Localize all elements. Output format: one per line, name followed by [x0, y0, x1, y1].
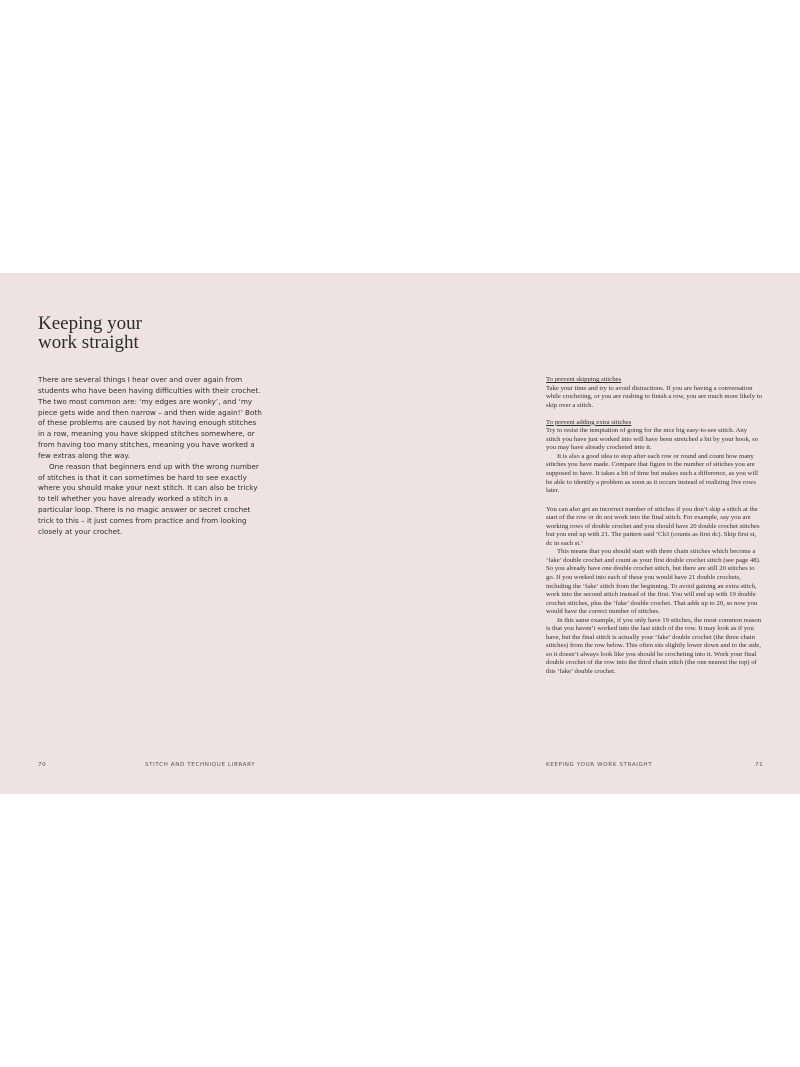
intro-text: [38, 375, 262, 538]
section-heading-skipping: To prevent skipping stitches: [546, 376, 622, 383]
body-paragraph-fake-stitch: This means that you should start with three chain stitches which become a ‘fake’ double crochet and count as your first double crochet stitch (see page 48). So you already have one double crochet stitch, but there are still 20 stitches to go. If you worked into each of these you would have 21 double crochets, including the ‘fake’ stitch from the beginning. To avoid gaining an extra stitch, work into the second stitch instead of the first. You will end up with 19 double crochet stitches, plus the ‘fake’ double crochet. That adds up to 20, so now you would have the correct number of stitches.: [546, 548, 761, 616]
title-line-1: Keeping your: [38, 313, 142, 334]
body-paragraph-incorrect-count: You can also get an incorrect number of stitches if you don’t skip a stitch at the start of the row or do not work into the final stitch. For example, say you are working rows of double crochet and you should have 20 double crochet stitches but you end up with 21. The pattern said ‘Ch3 (counts as first dc). Skip first st, dc in each st.’: [546, 505, 760, 547]
body-paragraph-19-stitches: In this same example, if you only have 19 stitches, the most common reason is that you haven’t worked into the last stitch of the row. It may look as if you have, but the final stitch is actually your ‘fake’ double crochet (the three chain stitches) from the row below. This often sits slightly lower down and to the side, so it doesn’t always look like you should be crocheting into it. Work your final double crochet of the row into the third chain stitch (the one nearest the top) of this ‘fake’ double crochet.: [546, 616, 762, 675]
section-text-skipping: Take your time and try to avoid distractions. If you are having a conversation while crocheting, or you are rushing to finish a row, you are much more likely to skip over a stitch.: [546, 384, 762, 409]
section-text-adding-1: Try to resist the temptation of going for the nice big easy-to-see stitch. Any stitch you have just worked into will have been stretched a bit by your hook, so you may have already crocheted into it.: [546, 427, 759, 452]
running-head-left: STITCH AND TECHNIQUE LIBRARY: [145, 762, 256, 768]
running-head-right: KEEPING YOUR WORK STRAIGHT: [546, 762, 653, 768]
intro-paragraph-2: One reason that beginners end up with the wrong number of stitches is that it can sometimes be hard to see exactly where you should make your next stitch. It can also be tricky to tell whether you have already worked a stitch in a particular loop. There is no magic answer or secret crochet trick to this – it just comes from practice and from looking closely at your crochet.: [38, 461, 259, 536]
section-heading-adding: To prevent adding extra stitches: [546, 418, 632, 426]
page-number-right: 71: [755, 762, 764, 768]
intro-paragraph-1: There are several things I hear over and over again from students who have been having difficulties with their crochet. The two most common are: ‘my edges are wonky’, and ‘my piece gets wide and then narrow – and then wide again!’ Both of these problems are caused by not having enough stitches in a row, meaning you have skipped stitches somewhere, or from having too many stitches, meaning you have worked a few extras along the way.: [38, 375, 262, 460]
book-spread: [0, 273, 800, 794]
right-column-text: [546, 376, 762, 677]
page-number-left: 70: [38, 762, 47, 768]
page-title: [38, 314, 142, 352]
section-text-adding-2: It is also a good idea to stop after each row or round and count how many stitches you have made. Compare that figure to the number of stitches you are supposed to have. It takes a bit of time but makes such a difference, as you will be able to identify a problem as soon as it occurs instead of realizing five rows later.: [546, 452, 758, 495]
title-line-2: work straight: [38, 332, 139, 353]
